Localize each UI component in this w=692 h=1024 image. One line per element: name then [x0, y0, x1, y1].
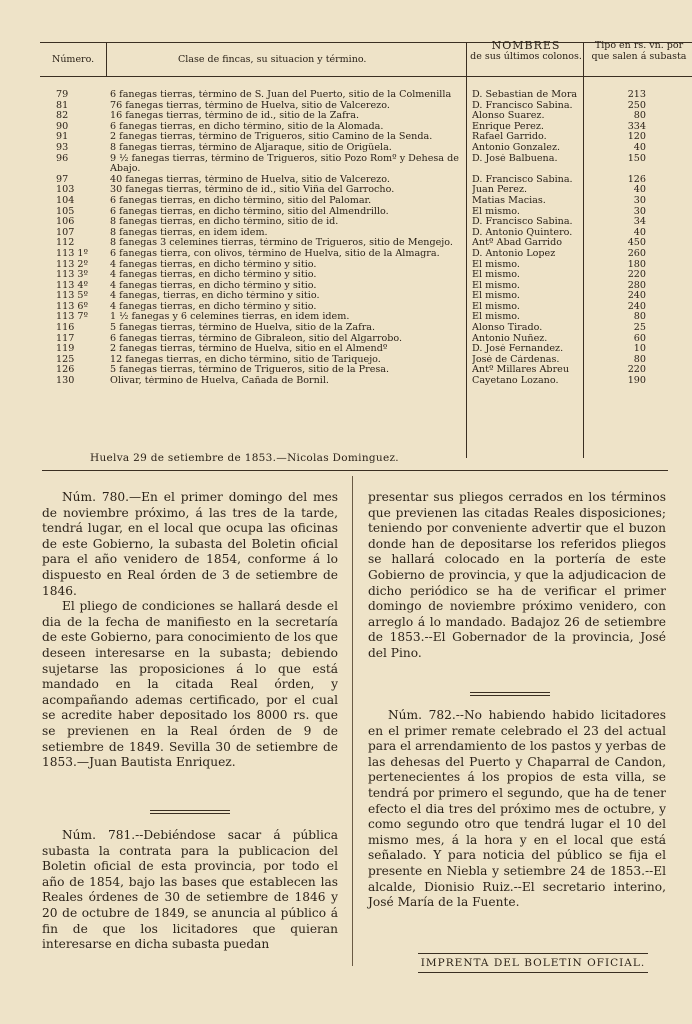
row-price: 126 — [627, 173, 646, 185]
row-colono: D. José Fernandez. — [472, 344, 564, 355]
row-colono: Matias Macias. — [472, 195, 546, 206]
table-row — [0, 185, 692, 196]
notice-781-para: Núm. 781.--Debiéndose sacar á pública subasta la contrata para la publicacion del Boletin oficial de esta provincia, por todo el año de 1854, bajo las bases que establecen las Reales órdenes de 30 de setiembre de 1846 y 20 de octubre de 1849, se anuncia al público á fin de que los licitadores que quieran interesarse en dicha subasta puedan — [42, 828, 338, 952]
row-number: 90 — [56, 120, 69, 132]
row-price: 30 — [633, 205, 646, 217]
row-description: 12 fanegas tierras, en dicho término, sitio de Tariquejo. — [110, 354, 381, 365]
row-price: 60 — [633, 332, 646, 344]
table-row — [0, 217, 692, 228]
row-price: 80 — [633, 311, 646, 323]
row-number: 117 — [56, 332, 75, 344]
row-colono: El mismo. — [472, 312, 520, 323]
row-description: 8 fanegas tierras, término de Aljaraque, sitio de Origüela. — [110, 142, 392, 153]
row-colono: Cayetano Lozano. — [472, 376, 559, 387]
header-clase: Clase de fincas, su situacion y término. — [178, 54, 367, 65]
row-number: 82 — [56, 110, 69, 122]
section-rule — [42, 470, 668, 471]
notice-781-continued-para: presentar sus pliegos cerrados en los términos que previenen las citadas Reales disposiciones; teniendo por conveniente advertir que el buzon donde han de depositarse los referidos pliegos se hallará colocado en la portería de este Gobierno de provincia, y que la adjudicacion de dicho periódico se ha de verificar el primer domingo de noviembre próximo venidero, con arreglo á lo mandado. Badajoz 26 de setiembre de 1853.--El Gobernador de la provincia, José del Pino. — [368, 490, 666, 660]
row-description: 2 fanegas tierras, término de Trigueros, sitio Camino de la Senda. — [110, 132, 433, 143]
header-divider — [106, 42, 107, 76]
table-row — [0, 355, 692, 366]
table-row — [0, 228, 692, 239]
row-description: 30 fanegas tierras, término de id., sitio Viña del Garrocho. — [110, 185, 395, 196]
row-colono: Alonso Suarez. — [472, 111, 545, 122]
row-description: Olivar, término de Huelva, Cañada de Bornil. — [110, 376, 329, 387]
row-price: 450 — [627, 237, 646, 249]
row-number: 126 — [56, 364, 75, 376]
row-colono: El mismo. — [472, 280, 520, 291]
row-price: 40 — [633, 184, 646, 196]
row-number: 93 — [56, 141, 69, 153]
row-price: 80 — [633, 353, 646, 365]
row-description: 76 fanegas tierras, término de Huelva, sitio de Valcerezo. — [110, 100, 390, 111]
row-price: 10 — [633, 343, 646, 355]
row-number: 106 — [56, 216, 75, 228]
table-row — [0, 376, 692, 387]
row-price: 180 — [627, 258, 646, 270]
row-number: 113 1º — [56, 247, 88, 259]
row-price: 220 — [627, 269, 646, 281]
row-colono: El mismo. — [472, 206, 520, 217]
footer-rule — [418, 953, 648, 954]
row-price: 260 — [627, 247, 646, 259]
row-number: 116 — [56, 322, 75, 334]
header-numero: Número. — [52, 54, 95, 65]
row-price: 34 — [633, 216, 646, 228]
row-description: 6 fanegas tierras, en dicho término, sitio de la Alomada. — [110, 121, 384, 132]
table-row — [0, 143, 692, 154]
row-colono: D. Francisco Sabina. — [472, 174, 573, 185]
notice-782-para: Núm. 782.--No habiendo habido licitadores en el primer remate celebrado el 23 del actual para el arrendamiento de los pastos y yerbas de las dehesas del Puerto y Chaparral de Candon, pertenecientes á los propios de esta villa, se tendrá por primero el segundo, que ha de tener efecto el dia tres del próximo mes de octubre, y como segundo otro que tendrá lugar el 10 del mismo mes, á la hora y en el local que está señalado. Y para noticia del público se fija el presente en Niebla y setiembre 24 de 1853.--El alcalde, Dionisio Ruiz.--El secretario interino, José María de la Fuente. — [368, 708, 666, 910]
row-colono: D. Antonio Lopez — [472, 248, 556, 259]
row-number: 97 — [56, 173, 69, 185]
row-colono: D. José Balbuena. — [472, 153, 558, 164]
row-number: 113 6º — [56, 300, 88, 312]
row-number: 119 — [56, 343, 75, 355]
row-colono: D. Antonio Quintero. — [472, 227, 573, 238]
notice-781-continued — [368, 490, 666, 662]
row-description: 40 fanegas tierras, término de Huelva, sitio de Valcerezo. — [110, 174, 390, 185]
row-price: 240 — [627, 290, 646, 302]
header-tipo — [586, 40, 692, 74]
table-row — [0, 111, 692, 122]
row-description: 6 fanegas tierras, en dicho término, sitio del Palomar. — [110, 195, 372, 206]
table-row — [0, 238, 692, 249]
table-row — [0, 302, 692, 313]
row-number: 113 7º — [56, 311, 88, 323]
row-number: 113 2º — [56, 258, 88, 270]
table-row — [0, 312, 692, 323]
table-row — [0, 281, 692, 292]
row-colono: Enrique Perez. — [472, 121, 544, 132]
header-tipo-sub: que salen á subasta — [591, 51, 687, 62]
row-description: 6 fanegas tierras, término de S. Juan del Puerto, sitio de la Colmenilla — [110, 90, 452, 100]
auction-table-body — [0, 90, 692, 387]
row-number: 104 — [56, 194, 75, 206]
notice-780-para-2: El pliego de condiciones se hallará desde el dia de la fecha de manifiesto en la secretaría de este Gobierno, para conocimiento de los que deseen interesarse en la subasta; debiendo sujetarse las proposiciones á lo que está mandado en la citada Real órden, y acompañando ademas certificado, por el cual se acredite haber depositado los 8000 rs. que se previenen en la Real órden de 9 de setiembre de 1849. Sevilla 30 de setiembre de 1853.—Juan Bautista Enriquez. — [42, 599, 338, 770]
row-colono: Antonio Nuñez. — [472, 333, 548, 344]
table-row — [0, 132, 692, 143]
row-description: 8 fanegas 3 celemines tierras, término de Trigueros, sitio de Mengejo. — [110, 238, 453, 249]
row-number: 130 — [56, 375, 75, 387]
row-colono: Alonso Tirado. — [472, 323, 543, 334]
row-colono: José de Cárdenas. — [472, 354, 560, 365]
row-price: 40 — [633, 226, 646, 238]
row-price: 150 — [627, 152, 646, 164]
notice-782 — [368, 708, 666, 911]
row-number: 113 4º — [56, 279, 88, 291]
row-description: 1 ½ fanegas y 6 celemines tierras, en idem idem. — [110, 312, 350, 323]
header-nombres-title: NOMBRES — [491, 39, 561, 52]
table-row — [0, 122, 692, 133]
row-number: 125 — [56, 353, 75, 365]
row-price: 213 — [627, 89, 646, 100]
table-row — [0, 196, 692, 207]
row-price: 220 — [627, 364, 646, 376]
header-nombres — [470, 40, 582, 74]
row-description: 9 ½ fanegas tierras, término de Trigueros, sitio Pozo Romº y Dehesa de Abajo. — [110, 153, 459, 175]
row-colono: El mismo. — [472, 270, 520, 281]
header-nombres-sub: de sus últimos colonos. — [470, 51, 582, 62]
row-price: 190 — [627, 375, 646, 387]
table-row — [0, 344, 692, 355]
table-row — [0, 90, 692, 101]
row-price: 120 — [627, 131, 646, 143]
row-description: 4 fanegas tierras, en dicho término y sitio. — [110, 301, 317, 312]
table-row — [0, 270, 692, 281]
row-number: 79 — [56, 89, 69, 100]
row-colono: El mismo. — [472, 291, 520, 302]
row-description: 6 fanegas tierra, con olivos, término de Huelva, sitio de la Almagra. — [110, 248, 440, 259]
table-row — [0, 101, 692, 112]
row-description: 6 fanegas tierras, en dicho término, sitio del Almendrillo. — [110, 206, 389, 217]
row-colono: D. Francisco Sabina. — [472, 100, 573, 111]
row-number: 113 3º — [56, 269, 88, 281]
row-price: 25 — [633, 322, 646, 334]
row-price: 40 — [633, 141, 646, 153]
row-number: 81 — [56, 99, 69, 111]
divider-ornament — [470, 692, 550, 698]
row-number: 105 — [56, 205, 75, 217]
row-number: 113 5º — [56, 290, 88, 302]
row-price: 250 — [627, 99, 646, 111]
table-row — [0, 334, 692, 345]
row-colono: D. Sebastian de Mora — [472, 90, 578, 100]
header-tipo-title: Tipo en rs. vn. por — [594, 40, 684, 51]
table-row — [0, 249, 692, 260]
imprenta-footer: IMPRENTA DEL BOLETIN OFICIAL. — [420, 957, 646, 969]
table-row — [0, 365, 692, 376]
row-description: 16 fanegas tierras, término de id., sitio de la Zafra. — [110, 111, 359, 122]
row-number: 103 — [56, 184, 75, 196]
notice-780-para-1: Núm. 780.—En el primer domingo del mes de noviembre próximo, á las tres de la tarde, tendrá lugar, en el local que ocupa las oficinas de este Gobierno, la subasta del Boletin oficial para el año venidero de 1854, conforme á lo dispuesto en Real órden de 3 de setiembre de 1846. — [42, 490, 338, 598]
row-colono: Juan Perez. — [472, 185, 528, 196]
row-price: 334 — [627, 120, 646, 132]
row-description: 5 fanegas tierras, término de Trigueros, sitio de la Presa. — [110, 365, 390, 376]
row-description: 4 fanegas tierras, en dicho término y sitio. — [110, 280, 317, 291]
row-description: 8 fanegas tierras, en idem idem. — [110, 227, 268, 238]
table-row — [0, 291, 692, 302]
table-row — [0, 260, 692, 271]
row-colono: Antº Millares Abreu — [472, 365, 570, 376]
row-price: 80 — [633, 110, 646, 122]
row-colono: D. Francisco Sabina. — [472, 217, 573, 228]
row-description: 2 fanegas tierras, término de Huelva, sitio en el Almendº — [110, 344, 388, 355]
table-dateline: Huelva 29 de setiembre de 1853.—Nicolas Dominguez. — [90, 452, 399, 464]
notice-780 — [42, 490, 338, 771]
row-description: 6 fanegas tierras, término de Gibraleon, sitio del Algarrobo. — [110, 333, 403, 344]
row-description: 4 fanegas, tierras, en dicho término y sitio. — [110, 291, 320, 302]
row-description: 4 fanegas tierras, en dicho término y sitio. — [110, 259, 317, 270]
row-colono: Antonio Gonzalez. — [472, 142, 561, 153]
divider-ornament — [150, 810, 230, 816]
row-number: 107 — [56, 226, 75, 238]
footer-rule-bottom — [418, 972, 648, 973]
row-colono: Rafael Garrido. — [472, 132, 547, 143]
row-number: 91 — [56, 131, 69, 143]
row-number: 96 — [56, 152, 69, 164]
row-description: 8 fanegas tierras, en dicho término, sitio de id. — [110, 217, 339, 228]
table-row — [0, 323, 692, 334]
row-price: 280 — [627, 279, 646, 291]
row-colono: Antº Abad Garrido — [472, 238, 563, 249]
table-row — [0, 175, 692, 186]
row-number: 112 — [56, 237, 75, 249]
row-price: 30 — [633, 194, 646, 206]
table-row — [0, 154, 692, 175]
row-description: 5 fanegas tierras, término de Huelva, sitio de la Zafra. — [110, 323, 376, 334]
row-colono: El mismo. — [472, 259, 520, 270]
row-price: 240 — [627, 300, 646, 312]
row-description: 4 fanegas tierras, en dicho término y sitio. — [110, 270, 317, 281]
row-colono: El mismo. — [472, 301, 520, 312]
table-row — [0, 207, 692, 218]
column-separator — [352, 476, 353, 966]
notice-781 — [42, 828, 338, 953]
